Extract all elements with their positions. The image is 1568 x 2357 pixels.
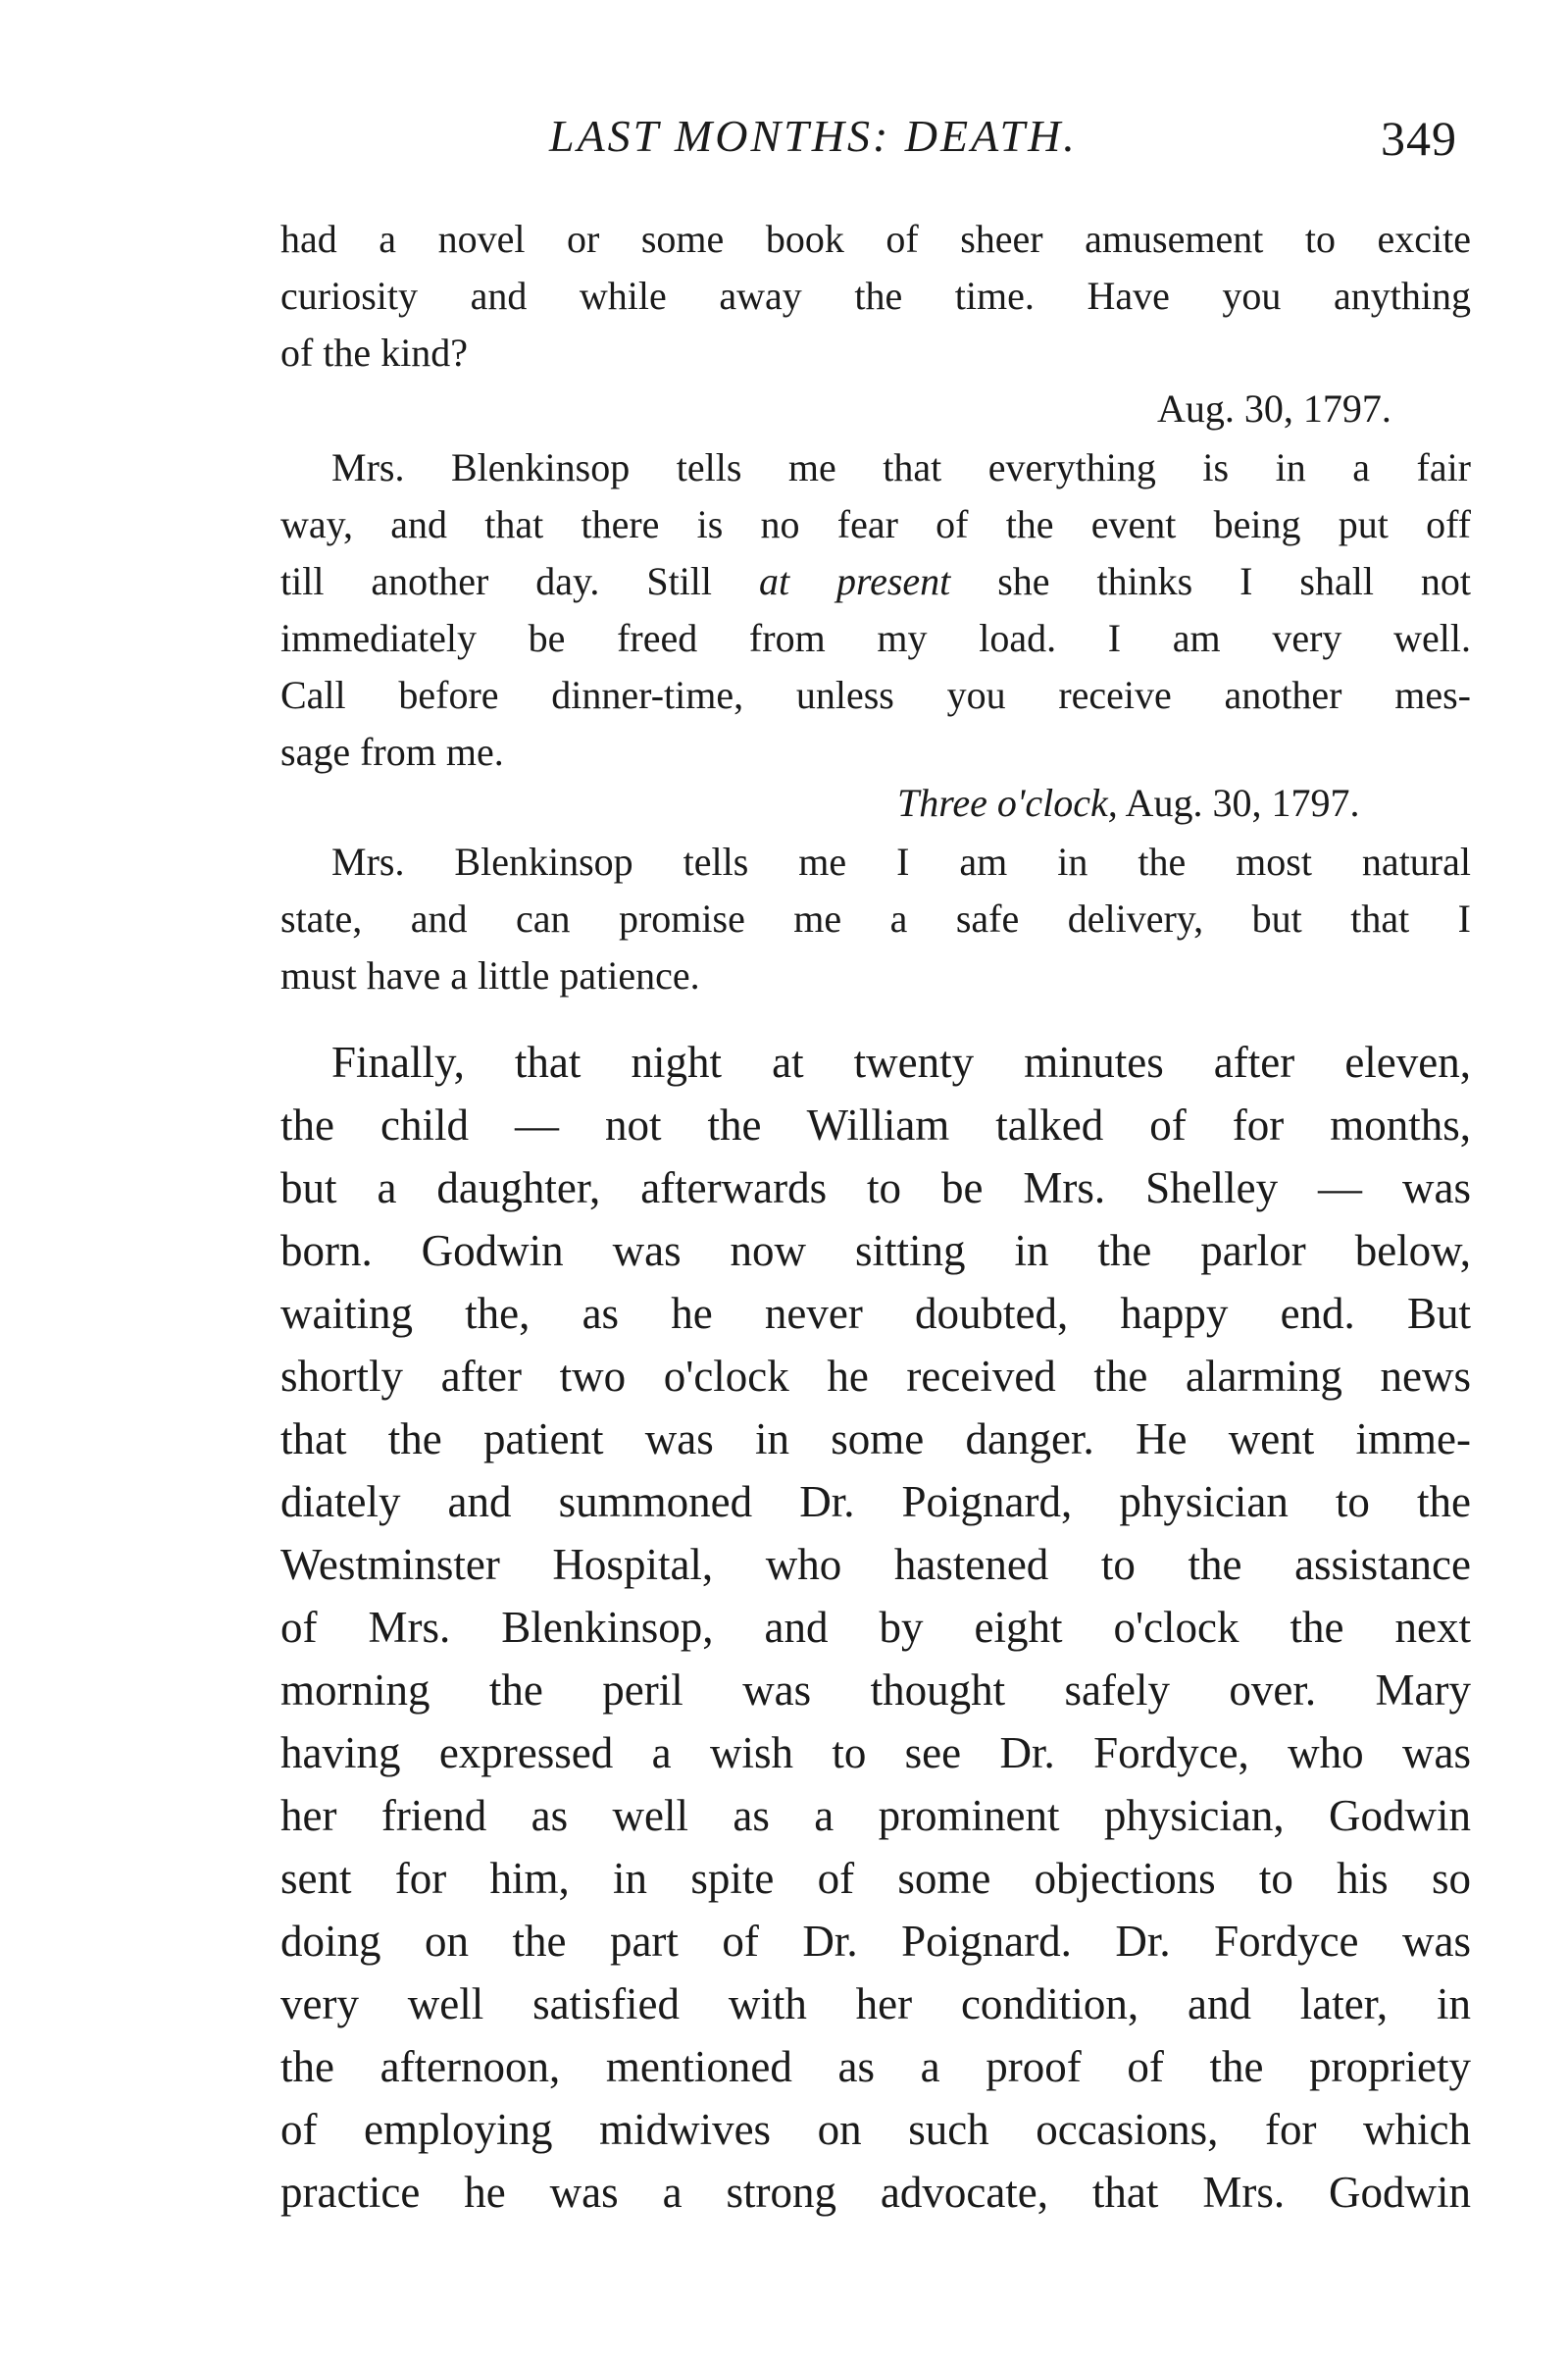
text-run: till another day. Still (280, 559, 759, 603)
text-run: she thinks I shall not (950, 559, 1472, 603)
text-line: but a daughter, afterwards to be Mrs. Shelley — was (280, 1163, 1471, 1212)
text-line (280, 553, 1471, 610)
text-line: the child — not the William talked of for months, (280, 1101, 1471, 1150)
letter-date: Aug. 30, 1797. (1157, 386, 1391, 431)
text-line: doing on the part of Dr. Poignard. Dr. Fordyce was (280, 1917, 1471, 1966)
page-number: 349 (1381, 111, 1457, 166)
text-line: of Mrs. Blenkinsop, and by eight o'clock the next (280, 1603, 1471, 1652)
text-line: way, and that there is no fear of the event being put off (280, 502, 1471, 546)
text-line: the afternoon, mentioned as a proof of the propriety (280, 2042, 1471, 2091)
narrative-paragraph (280, 1031, 1471, 2224)
text-line: shortly after two o'clock he received the alarming news (280, 1352, 1471, 1401)
text-line: Call before dinner-time, unless you receive another mes- (280, 673, 1471, 717)
text-line: Finally, that night at twenty minutes after eleven, (331, 1038, 1471, 1087)
text-line: sent for him, in spite of some objections to his so (280, 1854, 1471, 1903)
text-line: of employing midwives on such occasions, for which (280, 2105, 1471, 2154)
text-line: having expressed a wish to see Dr. Fordyce, who was (280, 1728, 1471, 1777)
letter-date (897, 780, 1359, 826)
text-line: must have a little patience. (280, 953, 700, 998)
text-line: morning the peril was thought safely over. Mary (280, 1665, 1471, 1715)
text-line: Mrs. Blenkinsop tells me I am in the most natural (331, 840, 1471, 884)
letter-two-body (280, 439, 1471, 781)
letter-three-body (280, 834, 1471, 1004)
text-line: state, and can promise me a safe delivery, but that I (280, 897, 1471, 941)
date-italic: Three o'clock, (897, 781, 1118, 825)
text-line: diately and summoned Dr. Poignard, physician to the (280, 1477, 1471, 1526)
text-line: that the patient was in some danger. He went imme- (280, 1414, 1471, 1463)
text-line: had a novel or some book of sheer amusement to excite (280, 217, 1471, 261)
text-line: born. Godwin was now sitting in the parlor below, (280, 1226, 1471, 1275)
text-line: waiting the, as he never doubted, happy end. But (280, 1289, 1471, 1338)
text-line: Mrs. Blenkinsop tells me that everything is in a fair (331, 445, 1471, 489)
italic-emphasis: at present (758, 559, 951, 603)
text-line: of the kind? (280, 331, 469, 375)
text-line: Westminster Hospital, who hastened to the assistance (280, 1540, 1471, 1589)
date-rest: Aug. 30, 1797. (1117, 781, 1360, 825)
text-line: curiosity and while away the time. Have you anything (280, 274, 1471, 318)
text-line: very well satisfied with her condition, and later, in (280, 1979, 1471, 2028)
text-line: her friend as well as a prominent physician, Godwin (280, 1791, 1471, 1840)
text-line: immediately be freed from my load. I am very well. (280, 616, 1471, 660)
text-line: practice he was a strong advocate, that Mrs. Godwin (280, 2168, 1471, 2217)
text-line: sage from me. (280, 730, 504, 774)
running-head: LAST MONTHS: DEATH. (549, 111, 1078, 161)
letter-continuation (280, 211, 1471, 382)
